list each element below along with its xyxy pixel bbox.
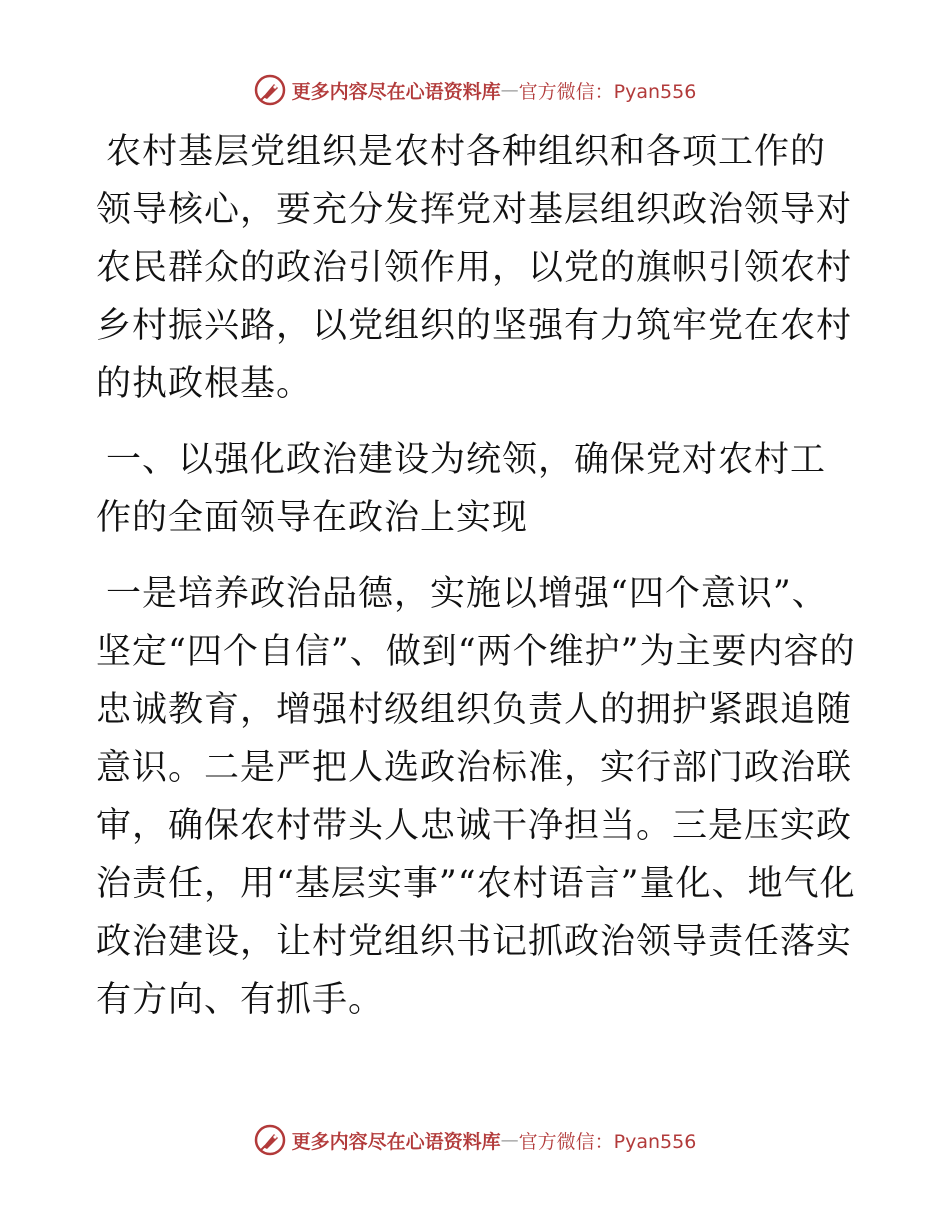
header-banner (0, 70, 950, 110)
pen-nib-logo-icon (254, 74, 286, 106)
document-body (96, 123, 856, 1029)
header-separator: — (500, 79, 519, 101)
pen-nib-logo-icon (254, 1124, 286, 1156)
footer-wechat-text: 官方微信：Pyan556 (518, 1130, 697, 1153)
header-site-text: 更多内容尽在心语资料库 (291, 80, 501, 103)
footer-banner (0, 1120, 950, 1160)
footer-site-text: 更多内容尽在心语资料库 (291, 1130, 501, 1153)
header-wechat-text: 官方微信：Pyan556 (518, 80, 697, 103)
section-paragraph: 一是培养政治品德，实施以增强“四个意识”、坚定“四个自信”、做到“两个维护”为主要内容的忠诚教育，增强村级组织负责人的拥护紧跟追随意识。二是严把人选政治标准，实行部门政治联审，确保农村带头人忠诚干净担当。三是压实政治责任，用“基层实事”“农村语言”量化、地气化政治建设，让村党组织书记抓政治领导责任落实有方向、有抓手。 (96, 574, 856, 1020)
section-heading: 一、以强化政治建设为统领，确保党对农村工作的全面领导在政治上实现 (96, 440, 827, 538)
footer-separator: — (500, 1129, 519, 1151)
intro-paragraph: 农村基层党组织是农村各种组织和各项工作的领导核心，要充分发挥党对基层组织政治领导对农民群众的政治引领作用，以党的旗帜引领农村乡村振兴路，以党组织的坚强有力筑牢党在农村的执政根基。 (96, 132, 853, 404)
